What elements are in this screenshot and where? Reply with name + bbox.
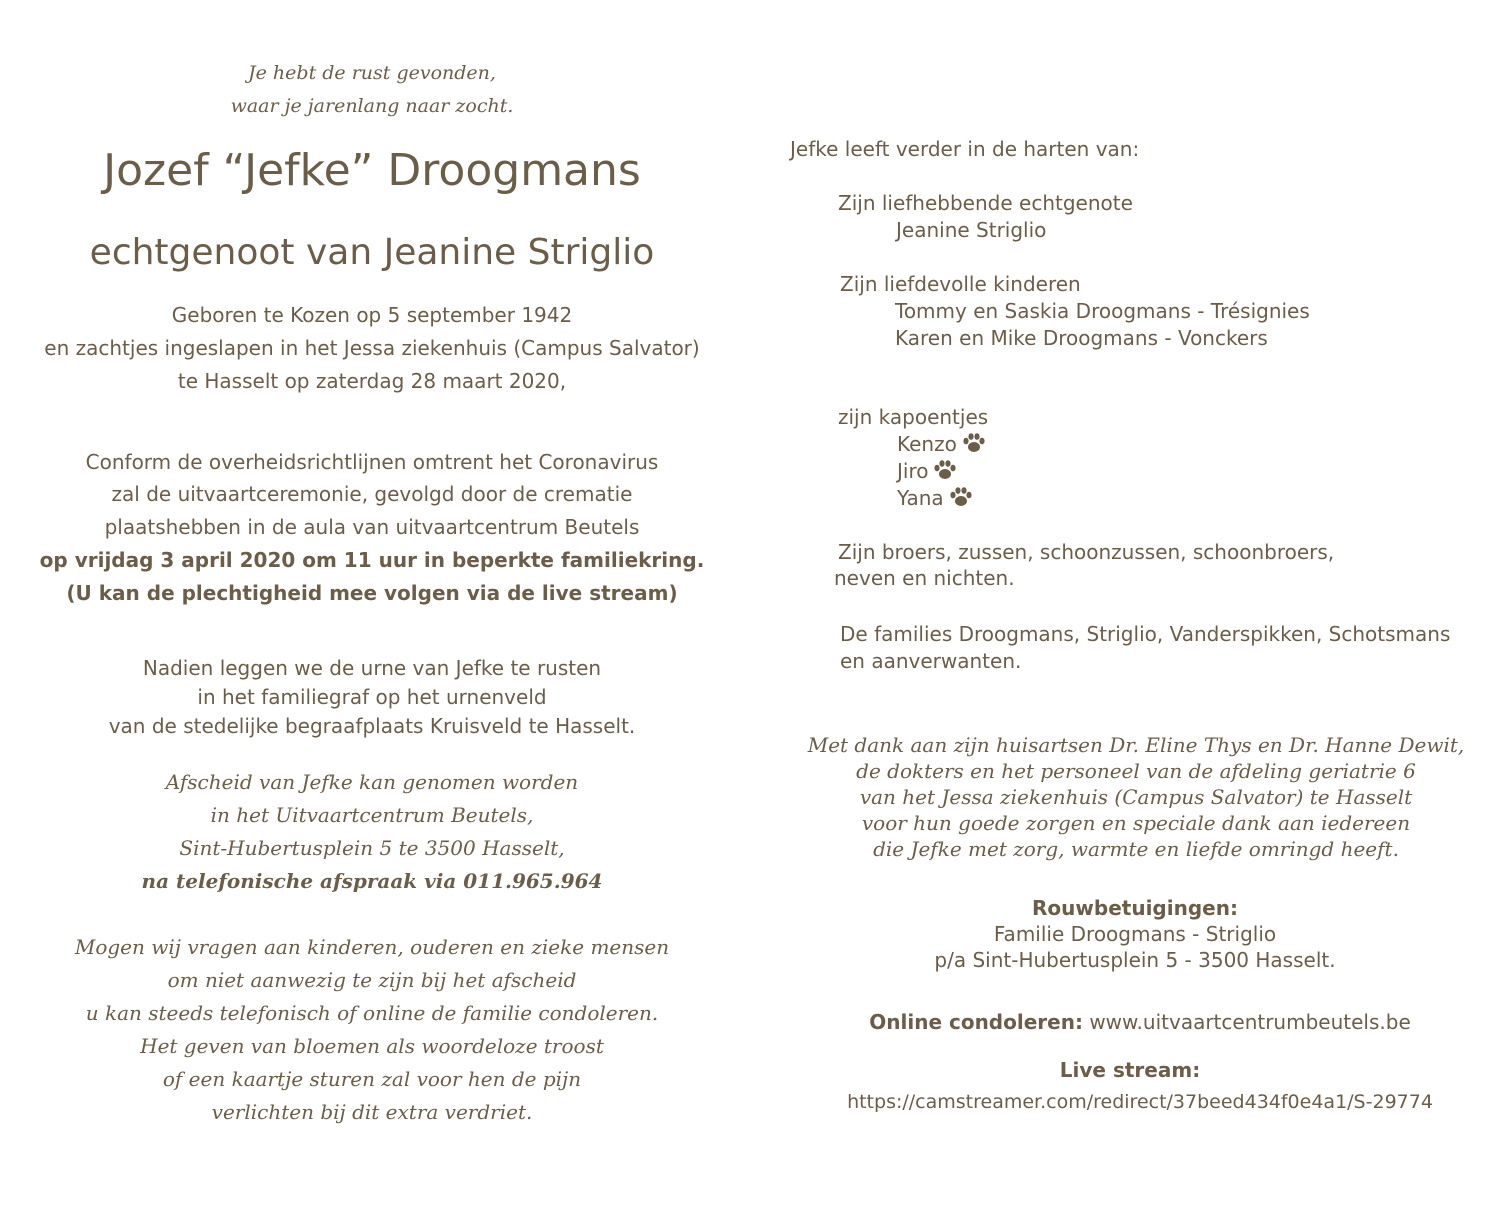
birth-line-2: en zachtjes ingeslapen in het Jessa ziekenhuis (Campus Salvator) xyxy=(44,336,700,360)
thanks-line-2: de dokters en het personeel van de afdeling geriatrie 6 xyxy=(856,759,1416,783)
paw-print-icon xyxy=(948,486,974,508)
ceremony-line-3: plaatshebben in de aula van uitvaartcentrum Beutels xyxy=(104,515,640,539)
stream-url-line xyxy=(780,1091,1500,1113)
wife-heading: Zijn liefhebbende echtgenote xyxy=(838,191,1133,215)
request-line-1: Mogen wij vragen aan kinderen, ouderen en zieke mensen xyxy=(74,935,670,959)
request-line-3: u kan steeds telefonisch of online de familie condoleren. xyxy=(85,1001,659,1025)
families-line-2: en aanverwanten. xyxy=(840,649,1022,673)
thanks-line-3: van het Jessa ziekenhuis (Campus Salvator) te Hasselt xyxy=(859,785,1413,809)
rouw-line-1: Familie Droogmans - Striglio xyxy=(993,922,1277,946)
online-label: Online condoleren: xyxy=(869,1010,1083,1034)
spouse-line: echtgenoot van Jeanine Striglio xyxy=(89,232,655,273)
thanks-line-4: voor hun goede zorgen en speciale dank aan iedereen xyxy=(861,811,1411,835)
birth-line-3: te Hasselt op zaterdag 28 maart 2020, xyxy=(177,369,567,393)
quote-line-2: waar je jarenlang naar zocht. xyxy=(230,95,514,117)
online-url-link[interactable]: www.uitvaartcentrumbeutels.be xyxy=(1089,1010,1411,1034)
birth-line-1: Geboren te Kozen op 5 september 1942 xyxy=(171,303,573,327)
ceremony-line-1: Conform de overheidsrichtlijnen omtrent het Coronavirus xyxy=(85,450,659,474)
farewell-line-3: Sint-Hubertusplein 5 te 3500 Hasselt, xyxy=(179,836,565,860)
pet-item xyxy=(897,459,958,483)
quote-line-1: Je hebt de rust gevonden, xyxy=(248,62,496,84)
burial-line-1: Nadien leggen we de urne van Jefke te rusten xyxy=(142,656,602,680)
burial-line-2: in het familiegraf op het urnenveld xyxy=(197,685,547,709)
request-line-2: om niet aanwezig te zijn bij het afscheid xyxy=(167,968,577,992)
pet-item xyxy=(897,432,987,456)
deceased-name: Jozef “Jefke” Droogmans xyxy=(103,145,641,196)
pet-name: Yana xyxy=(897,486,944,510)
farewell-phone: na telefonische afspraak via 011.965.964 xyxy=(141,869,603,893)
request-line-5: of een kaartje sturen zal voor hen de pijn xyxy=(162,1067,582,1091)
pets-heading: zijn kapoentjes xyxy=(838,405,989,429)
child-line-1: Tommy en Saskia Droogmans - Trésignies xyxy=(895,299,1310,323)
wife-name: Jeanine Striglio xyxy=(896,218,1047,242)
paw-print-icon xyxy=(932,459,958,481)
livestream-note: (U kan de plechtigheid mee volgen via de live stream) xyxy=(66,581,678,605)
ceremony-date: op vrijdag 3 april 2020 om 11 uur in beperkte familiekring. xyxy=(39,548,705,572)
thanks-line-1: Met dank aan zijn huisartsen Dr. Eline Thys en Dr. Hanne Dewit, xyxy=(807,733,1465,757)
rouw-heading: Rouwbetuigingen: xyxy=(1032,896,1238,920)
siblings-line-1: Zijn broers, zussen, schoonzussen, schoonbroers, xyxy=(838,540,1335,564)
pet-item xyxy=(897,486,974,510)
rouw-line-2: p/a Sint-Hubertusplein 5 - 3500 Hasselt. xyxy=(934,948,1336,972)
siblings-line-2: neven en nichten. xyxy=(834,566,1015,590)
stream-label: Live stream: xyxy=(1059,1058,1201,1082)
request-line-4: Het geven van bloemen als woordeloze troost xyxy=(140,1034,604,1058)
thanks-line-5: die Jefke met zorg, warmte en liefde omringd heeft. xyxy=(873,837,1399,861)
pet-name: Kenzo xyxy=(897,432,957,456)
families-line-1: De families Droogmans, Striglio, Vanderspikken, Schotsmans xyxy=(840,622,1451,646)
stream-url-link[interactable]: https://camstreamer.com/redirect/37beed434f0e4a1/S-29774 xyxy=(847,1091,1433,1113)
paw-print-icon xyxy=(961,432,987,454)
ceremony-line-2: zal de uitvaartceremonie, gevolgd door de crematie xyxy=(111,482,633,506)
request-line-6: verlichten bij dit extra verdriet. xyxy=(211,1100,533,1124)
farewell-line-2: in het Uitvaartcentrum Beutels, xyxy=(210,803,534,827)
child-line-2: Karen en Mike Droogmans - Vonckers xyxy=(895,326,1268,350)
farewell-line-1: Afscheid van Jefke kan genomen worden xyxy=(165,770,579,794)
intro-line: Jefke leeft verder in de harten van: xyxy=(790,137,1140,161)
online-condolences xyxy=(780,1010,1500,1034)
children-heading: Zijn liefdevolle kinderen xyxy=(840,272,1081,296)
burial-line-3: van de stedelijke begraafplaats Kruisveld te Hasselt. xyxy=(108,714,636,738)
pet-name: Jiro xyxy=(897,459,929,483)
